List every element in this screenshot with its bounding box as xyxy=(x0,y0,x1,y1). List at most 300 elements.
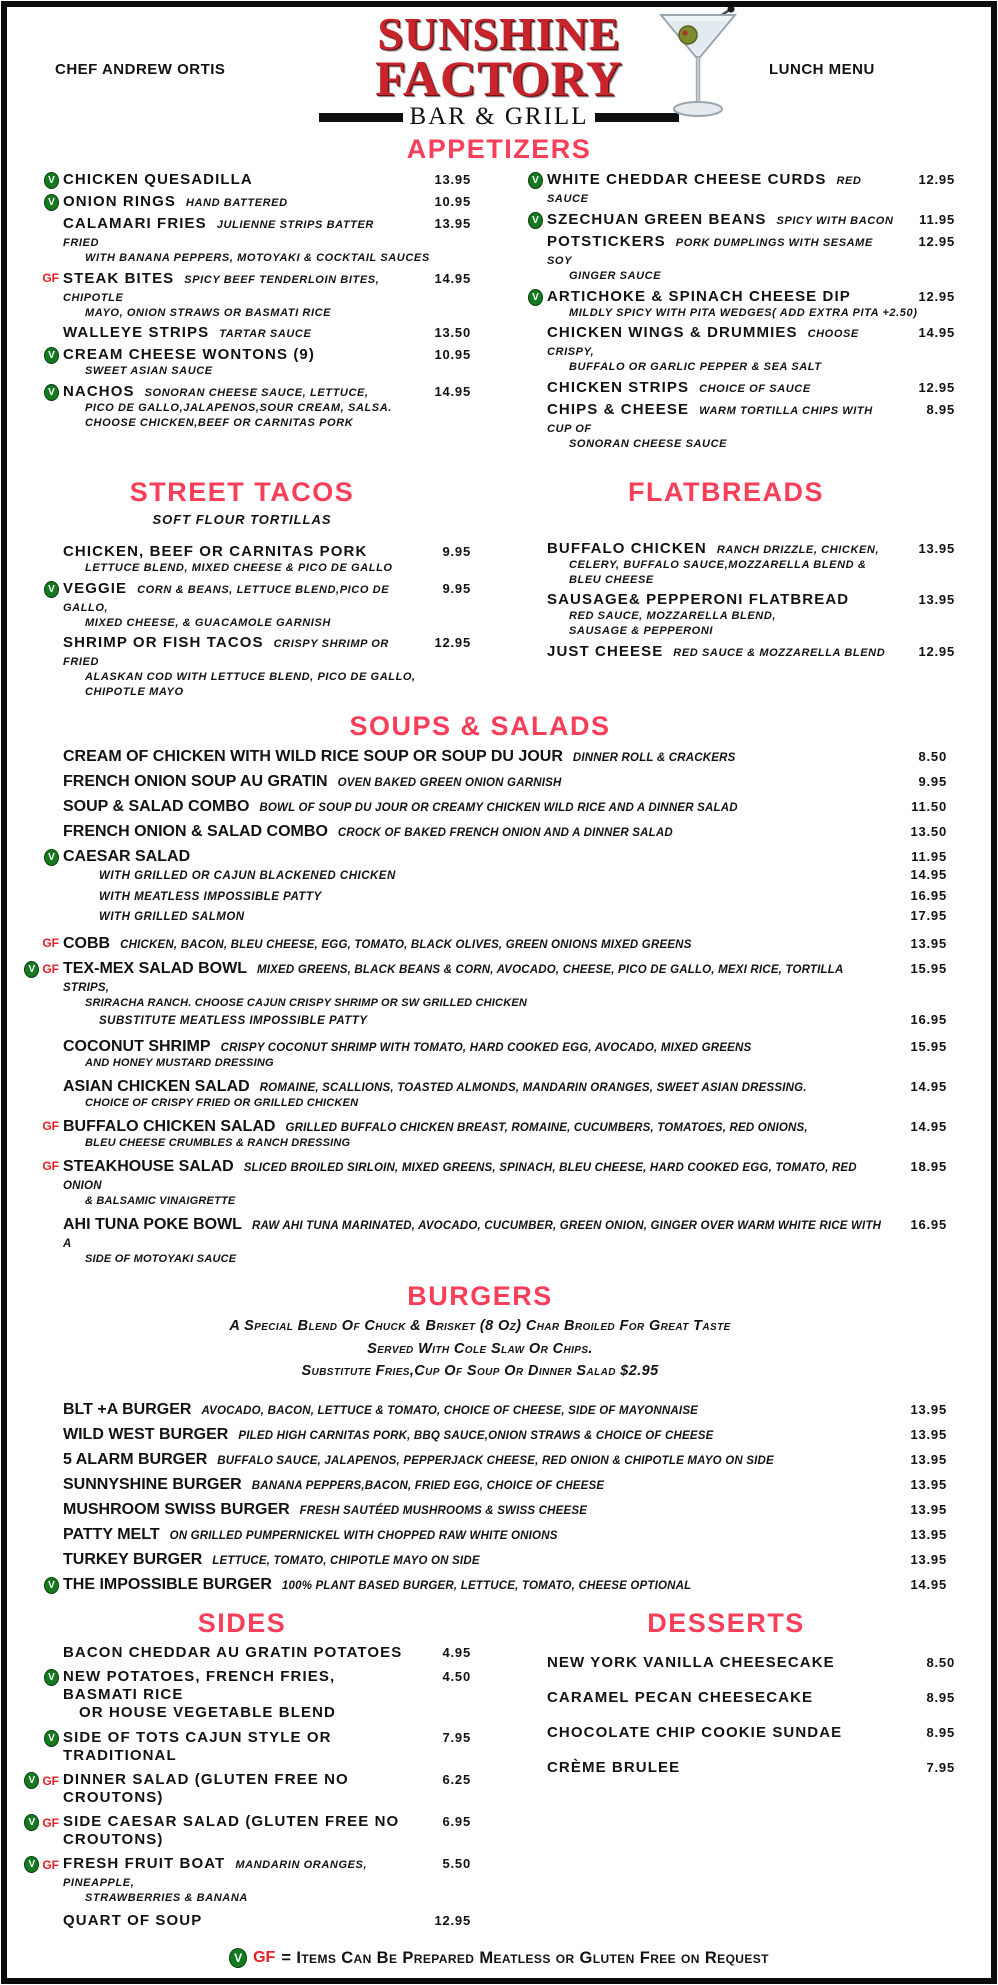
menu-item-badges xyxy=(24,1814,59,1831)
menu-item-badges xyxy=(44,1669,59,1686)
menu-item-row xyxy=(29,324,471,342)
menu-item-badges xyxy=(24,1856,59,1873)
menu-item xyxy=(13,1813,471,1849)
menu-item-price: 13.95 xyxy=(910,1401,947,1417)
menu-item-description: TARTAR SAUCE xyxy=(219,328,312,341)
restaurant-logo xyxy=(319,7,679,131)
vegetarian-badge-icon: V xyxy=(44,384,59,401)
menu-item xyxy=(497,540,955,588)
menu-item-price: 14.95 xyxy=(910,1079,947,1095)
menu-item-badges xyxy=(44,172,59,189)
menu-item-name: COBB xyxy=(63,934,111,952)
menu-item-badges xyxy=(44,384,59,401)
menu-item-variant-text: SUBSTITUTE MEATLESS IMPOSSIBLE PATTY xyxy=(99,1014,368,1027)
menu-item-variant-text: WITH GRILLED SALMON xyxy=(99,911,245,924)
menu-item-text xyxy=(29,1501,889,1519)
menu-item-description: CHOICE OF SAUCE xyxy=(699,383,811,396)
menu-item-price: 11.95 xyxy=(911,848,947,864)
menu-item-price: 13.95 xyxy=(910,1526,947,1542)
menu-item-text xyxy=(513,288,897,306)
menu-item-text xyxy=(29,848,889,866)
menu-item-name: NEW POTATOES, FRENCH FRIES, BASMATI RICE xyxy=(63,1668,336,1704)
menu-item xyxy=(13,1476,947,1494)
menu-item-price: 13.95 xyxy=(918,540,955,556)
menu-item-description: GRILLED BUFFALO CHICKEN BREAST, ROMAINE, CUCUMBERS, TOMATOES, RED ONIONS, xyxy=(285,1122,808,1135)
menu-item-row xyxy=(29,171,471,189)
menu-item-row xyxy=(29,823,947,841)
menu-item-text xyxy=(513,1654,897,1672)
street-tacos-subtitle: SOFT FLOUR TORTILLAS xyxy=(152,511,332,527)
menu-item xyxy=(13,1668,471,1723)
menu-item-text xyxy=(29,1771,413,1807)
menu-item-row xyxy=(29,1158,947,1194)
menu-item-text xyxy=(29,935,889,953)
gluten-free-badge: GF xyxy=(42,1158,59,1173)
menu-item-name: STEAKHOUSE SALAD xyxy=(63,1157,234,1175)
menu-item-row xyxy=(513,1759,955,1777)
menu-item xyxy=(497,401,955,452)
menu-item-text xyxy=(29,748,889,766)
menu-item-text xyxy=(513,171,897,207)
menu-item-description: BANANA PEPPERS,BACON, FRIED EGG, CHOICE OF CHEESE xyxy=(251,1479,605,1492)
menu-item-description-line: CHOICE OF CRISPY FRIED OR GRILLED CHICKEN xyxy=(85,1097,359,1110)
menu-item-price: 12.95 xyxy=(918,644,955,660)
menu-item-badges xyxy=(44,347,59,364)
menu-item-description-line: BUFFALO OR GARLIC PEPPER & SEA SALT xyxy=(569,361,822,374)
menu-item xyxy=(13,215,471,266)
menu-item xyxy=(497,324,955,375)
section-soups-salads xyxy=(7,712,991,1276)
vegetarian-badge-icon: V xyxy=(44,1577,59,1594)
menu-item-name: SOUP & SALAD COMBO xyxy=(63,797,250,815)
menu-item-description: ROMAINE, SCALLIONS, TOASTED ALMONDS, MANDARIN ORANGES, SWEET ASIAN DRESSING. xyxy=(259,1082,807,1095)
menu-item-name: SIDE OF TOTS CAJUN STYLE OR TRADITIONAL xyxy=(63,1729,332,1765)
appetizers-right-column xyxy=(497,169,955,458)
menu-item-price: 6.25 xyxy=(442,1772,471,1788)
menu-item-price: 13.95 xyxy=(910,935,947,951)
menu-item-text xyxy=(29,1078,889,1096)
chef-name: CHEF ANDREW ORTIS xyxy=(55,60,226,78)
menu-item-text xyxy=(29,1451,889,1469)
menu-item-name: CHOCOLATE CHIP COOKIE SUNDAE xyxy=(547,1724,843,1742)
menu-item-price: 8.50 xyxy=(926,1655,955,1671)
menu-item-text xyxy=(29,1576,889,1594)
menu-item-price: 8.95 xyxy=(926,402,955,418)
menu-item-price: 10.95 xyxy=(434,347,471,363)
menu-item-row xyxy=(513,1654,955,1672)
menu-item-text xyxy=(513,1759,897,1777)
menu-item xyxy=(497,233,955,284)
menu-item-price: 13.95 xyxy=(910,1501,947,1517)
menu-item-badges xyxy=(44,1577,59,1594)
logo-line2: FACTORY xyxy=(375,50,623,107)
section-title-street-tacos: STREET TACOS xyxy=(129,477,355,508)
menu-item xyxy=(13,848,947,928)
menu-item-text xyxy=(29,193,413,211)
menu-item-text xyxy=(29,215,413,251)
menu-item-name: FRESH FRUIT BOAT xyxy=(63,1855,226,1873)
menu-item-price: 15.95 xyxy=(910,1039,947,1055)
menu-item-text xyxy=(513,379,897,397)
menu-item-name: BLT +A BURGER xyxy=(63,1400,192,1418)
menu-item-description-line: LETTUCE BLEND, MIXED CHEESE & PICO DE GALLO xyxy=(85,561,393,574)
menu-item-description-line: WITH BANANA PEPPERS, MOTOYAKI & COCKTAIL SAUCES xyxy=(85,251,430,264)
menu-item xyxy=(497,288,955,321)
menu-item-name: CHICKEN STRIPS xyxy=(547,379,690,397)
menu-item-row xyxy=(29,1526,947,1544)
menu-item-text xyxy=(29,1158,889,1194)
appetizers-left-column xyxy=(13,169,471,458)
menu-item xyxy=(497,379,955,397)
menu-item-text xyxy=(29,580,413,616)
section-appetizers xyxy=(7,135,991,458)
menu-item-row xyxy=(29,1501,947,1519)
burgers-subtitle-line3: Substitute Fries,Cup Of Soup Or Dinner Salad $2.95 xyxy=(301,1363,659,1380)
gluten-free-badge: GF xyxy=(42,1119,59,1134)
menu-item-text xyxy=(513,211,897,229)
menu-item-row xyxy=(29,270,471,306)
menu-item-description: CRISPY SHRIMP OR FRIED xyxy=(63,638,389,669)
menu-item-name: CREAM CHEESE WONTONS (9) xyxy=(63,346,315,364)
vegetarian-badge-icon: V xyxy=(229,1948,247,1968)
vegetarian-badge-icon: V xyxy=(44,1730,59,1747)
menu-item-price: 7.95 xyxy=(926,1760,955,1776)
menu-item-text xyxy=(513,540,897,558)
menu-item-row xyxy=(513,1724,955,1742)
menu-item-badges xyxy=(528,289,543,306)
menu-item-description-line: CHOOSE CHICKEN,BEEF OR CARNITAS PORK xyxy=(85,417,354,430)
menu-item-badges xyxy=(42,271,59,285)
menu-item-description: RED SAUCE xyxy=(547,174,862,205)
menu-item-row xyxy=(513,379,955,397)
menu-item-price: 9.95 xyxy=(918,773,947,789)
menu-item-price: 14.95 xyxy=(910,1119,947,1135)
menu-item-description-line: AND HONEY MUSTARD DRESSING xyxy=(85,1057,274,1070)
menu-item-description: 100% PLANT BASED BURGER, LETTUCE, TOMATO, CHEESE OPTIONAL xyxy=(281,1579,692,1592)
menu-item-row xyxy=(29,1551,947,1569)
menu-item xyxy=(13,935,947,953)
menu-item-row xyxy=(513,233,955,269)
menu-item-description-line: CELERY, BUFFALO SAUCE,MOZZARELLA BLEND & xyxy=(569,558,867,571)
vegetarian-badge-icon: V xyxy=(44,194,59,211)
menu-item xyxy=(13,748,947,766)
menu-item-row xyxy=(29,773,947,791)
menu-item-row xyxy=(29,543,471,561)
menu-item-name: ASIAN CHICKEN SALAD xyxy=(63,1078,250,1096)
section-title-appetizers: APPETIZERS xyxy=(406,134,592,164)
menu-item-name: CARAMEL PECAN CHEESECAKE xyxy=(547,1689,814,1707)
gluten-free-badge: GF xyxy=(253,1949,276,1966)
menu-item-row xyxy=(513,643,955,661)
menu-item-description: SPICY BEEF TENDERLOIN BITES, CHIPOTLE xyxy=(63,273,380,304)
menu-header xyxy=(7,7,991,129)
menu-item-row xyxy=(29,1644,471,1662)
gluten-free-badge: GF xyxy=(42,270,59,285)
menu-item-price: 12.95 xyxy=(918,380,955,396)
menu-item-description-line: & BALSAMIC VINAIGRETTE xyxy=(85,1194,236,1207)
menu-item xyxy=(13,1078,947,1111)
menu-item-badges xyxy=(42,936,59,950)
menu-item-badges xyxy=(528,212,543,229)
menu-item xyxy=(13,1551,947,1569)
logo-tagline xyxy=(319,103,679,131)
gluten-free-badge: GF xyxy=(42,1773,59,1788)
vegetarian-badge-icon: V xyxy=(24,1856,39,1873)
vegetarian-badge-icon: V xyxy=(44,1669,59,1686)
menu-item xyxy=(13,1401,947,1419)
menu-item-name: FRENCH ONION & SALAD COMBO xyxy=(63,822,328,840)
menu-item-description: DINNER ROLL & CRACKERS xyxy=(572,751,736,764)
menu-item-row xyxy=(29,580,471,616)
menu-item-variant-text: WITH GRILLED OR CAJUN BLACKENED CHICKEN xyxy=(99,869,396,882)
menu-item xyxy=(497,1724,955,1742)
menu-item-description: JULIENNE STRIPS BATTER FRIED xyxy=(63,218,374,249)
flatbreads-items xyxy=(497,538,955,667)
menu-item-price: 12.95 xyxy=(434,635,471,651)
menu-item-description: CHOOSE CRISPY, xyxy=(547,328,859,359)
menu-item-name: TURKEY BURGER xyxy=(63,1550,203,1568)
menu-item-badges xyxy=(528,172,543,189)
vegetarian-badge-icon: V xyxy=(24,961,39,978)
menu-item-price: 13.95 xyxy=(434,171,471,187)
sides-items xyxy=(13,1642,471,1938)
menu-item-name-continuation: OR HOUSE VEGETABLE BLEND xyxy=(79,1704,336,1722)
menu-item-text xyxy=(29,960,889,996)
menu-item xyxy=(13,171,471,189)
menu-item-description-line: MIXED CHEESE, & GUACAMOLE GARNISH xyxy=(85,616,331,629)
menu-page xyxy=(1,1,997,1984)
menu-item xyxy=(13,580,471,631)
menu-item-badges xyxy=(42,1119,59,1133)
menu-item-text xyxy=(29,1855,413,1891)
menu-item-row xyxy=(29,1668,471,1704)
menu-item xyxy=(13,1451,947,1469)
menu-item-description-line: SWEET ASIAN SAUCE xyxy=(85,365,213,378)
menu-item-name: ONION RINGS xyxy=(63,192,176,210)
sides-desserts-row xyxy=(7,1603,991,1938)
menu-item-name: SAUSAGE& PEPPERONI FLATBREAD xyxy=(547,591,850,609)
menu-item-description-line: SIDE OF MOTOYAKI SAUCE xyxy=(85,1252,237,1265)
menu-item-name: JUST CHEESE xyxy=(547,643,664,661)
menu-item-name: STEAK BITES xyxy=(63,269,175,287)
menu-item-description: CRISPY COCONUT SHRIMP WITH TOMATO, HARD COOKED EGG, AVOCADO, MIXED GREENS xyxy=(220,1042,752,1055)
section-burgers xyxy=(7,1282,991,1603)
menu-item-price: 6.95 xyxy=(442,1814,471,1830)
menu-item-name: BUFFALO CHICKEN SALAD xyxy=(63,1118,276,1136)
menu-item-price: 13.95 xyxy=(910,1551,947,1567)
menu-item-price: 13.50 xyxy=(434,325,471,341)
menu-item-text xyxy=(29,1813,413,1849)
section-title-burgers: BURGERS xyxy=(407,1280,553,1311)
menu-item-description: RAW AHI TUNA MARINATED, AVOCADO, CUCUMBER, GREEN ONION, GINGER OVER WARM WHITE RICE WITH A xyxy=(63,1219,882,1250)
menu-item-row xyxy=(29,1771,471,1807)
menu-item-variant-row xyxy=(99,887,947,908)
section-title-flatbreads: FLATBREADS xyxy=(628,477,824,508)
menu-item-name: QUART OF SOUP xyxy=(63,1912,203,1929)
menu-item-variant-row xyxy=(99,1011,947,1032)
menu-item-row xyxy=(29,1813,471,1849)
menu-item-price: 4.95 xyxy=(442,1645,471,1661)
menu-item-name: VEGGIE xyxy=(63,579,128,597)
menu-item-row xyxy=(513,171,955,207)
menu-item-text xyxy=(29,1401,889,1419)
menu-item-text xyxy=(513,324,897,360)
menu-item-name: CAESAR SALAD xyxy=(63,847,191,865)
gluten-free-badge: GF xyxy=(42,1815,59,1830)
menu-item-row xyxy=(29,634,471,670)
menu-item-name: POTSTICKERS xyxy=(547,232,666,250)
menu-item-price: 12.95 xyxy=(918,171,955,187)
menu-item-description: MIXED GREENS, BLACK BEANS & CORN, AVOCADO, CHEESE, PICO DE GALLO, MEXI RICE, TORTILLA STRIPS, xyxy=(63,963,844,994)
menu-item-price: 7.95 xyxy=(442,1730,471,1746)
menu-item-description: RANCH DRIZZLE, CHICKEN, xyxy=(716,543,880,556)
menu-item-row xyxy=(29,960,947,996)
vegetarian-badge-icon: V xyxy=(528,212,543,229)
menu-item-row xyxy=(29,215,471,251)
menu-item-description: RED SAUCE & MOZZARELLA BLEND xyxy=(673,647,886,660)
tacos-flatbreads-row xyxy=(7,472,991,706)
menu-item-name: CHICKEN, BEEF OR CARNITAS PORK xyxy=(63,542,368,560)
gluten-free-badge: GF xyxy=(42,935,59,950)
menu-item-name: MUSHROOM SWISS BURGER xyxy=(63,1500,290,1518)
menu-item-row xyxy=(29,935,947,953)
menu-item-price: 11.95 xyxy=(919,211,955,227)
gluten-free-badge: GF xyxy=(42,1857,59,1872)
menu-item-text xyxy=(29,324,413,342)
menu-item xyxy=(13,1118,947,1151)
menu-item-variant-row xyxy=(99,907,947,928)
menu-item-row xyxy=(29,1576,947,1594)
menu-item-description-line: ALASKAN COD WITH LETTUCE BLEND, PICO DE GALLO, xyxy=(85,671,416,684)
section-sides xyxy=(13,1603,471,1938)
vegetarian-badge-icon: V xyxy=(528,289,543,306)
menu-item-name: CHICKEN WINGS & DRUMMIES xyxy=(547,324,798,342)
menu-item xyxy=(13,270,471,321)
menu-item-row xyxy=(29,1855,471,1891)
menu-item-name: WILD WEST BURGER xyxy=(63,1425,229,1443)
menu-item-row xyxy=(29,1426,947,1444)
menu-item xyxy=(13,1729,471,1765)
menu-item-name: SIDE CAESAR SALAD (GLUTEN FREE NO CROUTONS) xyxy=(63,1813,400,1849)
menu-item-text xyxy=(29,270,413,306)
burgers-subtitle-line1: A Special Blend Of Chuck & Brisket (8 Oz) Char Broiled For Great Taste xyxy=(229,1318,731,1335)
vegetarian-badge-icon: V xyxy=(44,849,59,866)
menu-item-price: 12.95 xyxy=(918,233,955,249)
menu-item-text xyxy=(29,1526,889,1544)
menu-type-label: LUNCH MENU xyxy=(769,60,875,78)
menu-item-description: HAND BATTERED xyxy=(185,196,288,209)
burgers-subtitle-line2: Served With Cole Slaw Or Chips. xyxy=(367,1340,593,1357)
menu-item-name: NEW YORK VANILLA CHEESECAKE xyxy=(547,1654,835,1672)
menu-item-description-line: PICO DE GALLO,JALAPENOS,SOUR CREAM, SALSA. xyxy=(85,402,392,415)
menu-item-text xyxy=(513,643,897,661)
soups-salads-items xyxy=(13,746,947,1276)
menu-item-badges xyxy=(44,1730,59,1747)
menu-item-price: 18.95 xyxy=(910,1158,947,1174)
menu-item-text xyxy=(29,1118,889,1136)
menu-item-description: PILED HIGH CARNITAS PORK, BBQ SAUCE,ONION STRAWS & CHOICE OF CHEESE xyxy=(238,1429,714,1442)
menu-item-description-line: MILDLY SPICY WITH PITA WEDGES( ADD EXTRA PITA +2.50) xyxy=(569,306,918,319)
menu-item-price: 13.50 xyxy=(910,823,947,839)
menu-item-name: BUFFALO CHICKEN xyxy=(547,539,707,557)
menu-item-text xyxy=(29,1038,889,1056)
menu-item-text xyxy=(513,1689,897,1707)
menu-item-text xyxy=(513,591,897,609)
menu-item-text xyxy=(513,233,897,269)
menu-item-name: SUNNYSHINE BURGER xyxy=(63,1475,242,1493)
menu-item-name: WHITE CHEDDAR CHEESE CURDS xyxy=(547,170,827,188)
menu-item-description: SLICED BROILED SIRLOIN, MIXED GREENS, SPINACH, BLEU CHEESE, HARD COOKED EGG, TOMATO, RED ONION xyxy=(63,1161,857,1192)
menu-item-badges xyxy=(44,581,59,598)
menu-item-price: 14.95 xyxy=(918,325,955,341)
menu-item xyxy=(13,1855,471,1906)
martini-glass-icon xyxy=(655,5,741,130)
menu-item xyxy=(497,1759,955,1777)
tagline-left-bar xyxy=(319,113,403,122)
menu-item-row xyxy=(29,798,947,816)
section-desserts xyxy=(497,1603,955,1938)
menu-item-description-line: RED SAUCE, MOZZARELLA BLEND, xyxy=(569,610,777,623)
legend-footer xyxy=(7,1948,991,1968)
logo-line1: SUNSHINE xyxy=(377,8,621,59)
menu-item-name: ARTICHOKE & SPINACH CHEESE DIP xyxy=(547,287,851,305)
menu-item-description: ON GRILLED PUMPERNICKEL WITH CHOPPED RAW WHITE ONIONS xyxy=(169,1529,558,1542)
menu-item-name: SHRIMP OR FISH TACOS xyxy=(63,634,264,652)
menu-item-description-line: BLEU CHEESE xyxy=(569,573,654,586)
menu-item-name: 5 ALARM BURGER xyxy=(63,1450,208,1468)
menu-item-text xyxy=(29,773,889,791)
menu-item-description: SONORAN CHEESE SAUCE, LETTUCE, xyxy=(144,387,369,400)
menu-item-price: 9.95 xyxy=(442,580,471,596)
menu-item-row xyxy=(29,748,947,766)
menu-item xyxy=(497,1654,955,1672)
street-tacos-items xyxy=(13,541,471,706)
menu-item-row xyxy=(29,1118,947,1136)
menu-item-variant-price: 14.95 xyxy=(910,866,947,882)
menu-item-price: 4.50 xyxy=(442,1669,471,1685)
menu-item xyxy=(13,1771,471,1807)
menu-item-description: WARM TORTILLA CHIPS WITH CUP OF xyxy=(547,405,873,436)
vegetarian-badge-icon: V xyxy=(24,1772,39,1789)
menu-item xyxy=(13,960,947,1032)
menu-item-description: LETTUCE, TOMATO, CHIPOTLE MAYO ON SIDE xyxy=(212,1554,480,1567)
menu-item-text xyxy=(29,383,413,401)
menu-item xyxy=(497,171,955,207)
menu-item-name: WALLEYE STRIPS xyxy=(63,324,210,342)
menu-item-price: 15.95 xyxy=(910,960,947,976)
menu-item-price: 9.95 xyxy=(442,543,471,559)
menu-item-row xyxy=(513,324,955,360)
menu-item-row xyxy=(29,1401,947,1419)
menu-item-text xyxy=(29,1729,413,1765)
menu-item-row xyxy=(513,1689,955,1707)
menu-item xyxy=(13,634,471,700)
menu-item-price: 10.95 xyxy=(434,193,471,209)
menu-item-variant-row xyxy=(99,866,947,887)
menu-item-text xyxy=(29,1551,889,1569)
menu-item-price: 13.95 xyxy=(918,592,955,608)
section-title-soups-salads: SOUPS & SALADS xyxy=(349,711,611,742)
menu-item-description-line: GINGER SAUCE xyxy=(569,269,662,282)
menu-item-badges xyxy=(24,961,59,978)
menu-item xyxy=(13,1912,471,1930)
menu-item-text xyxy=(29,1912,413,1930)
menu-item-name: BACON CHEDDAR AU GRATIN POTATOES xyxy=(63,1644,403,1662)
menu-item-description-line: SAUSAGE & PEPPERONI xyxy=(569,625,714,638)
menu-item-row xyxy=(29,346,471,364)
menu-item-badges xyxy=(44,849,59,866)
section-title-desserts: DESSERTS xyxy=(647,1607,805,1638)
